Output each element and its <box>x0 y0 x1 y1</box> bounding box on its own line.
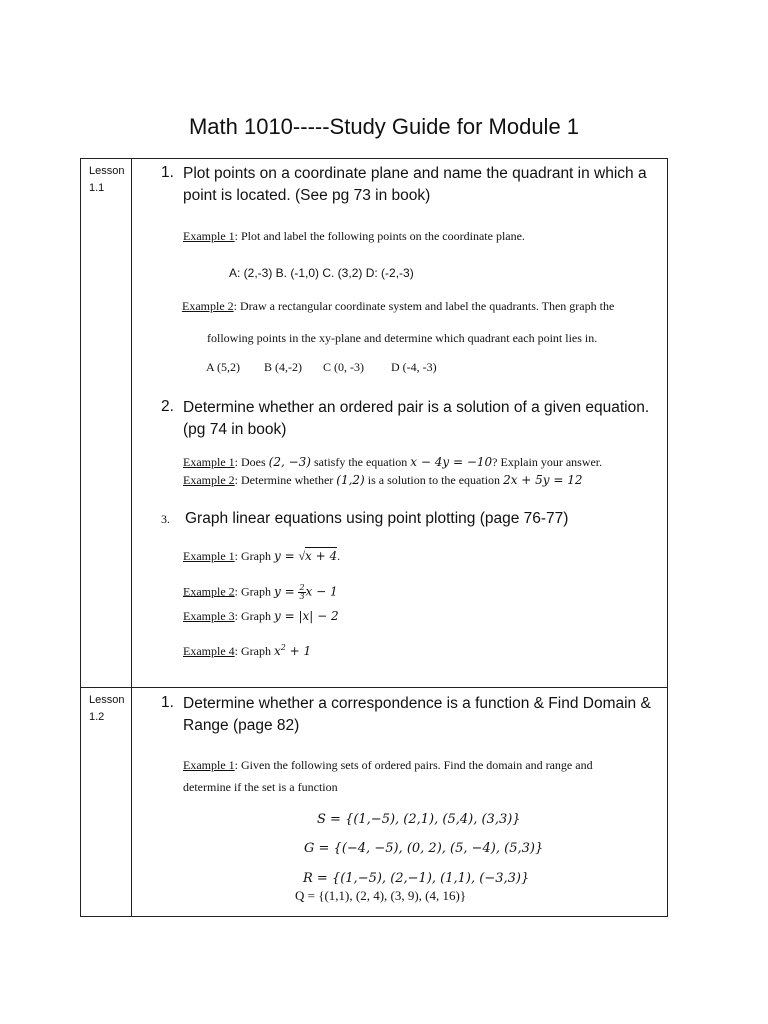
item-text: Graph linear equations using point plotting (page 76-77) <box>185 510 569 527</box>
lesson-label: Lesson 1.2 <box>89 694 125 723</box>
fraction: $\frac{2}{3}$ <box>299 583 305 601</box>
item-number: 1. <box>161 694 174 711</box>
points-list: A (5,2) <box>206 360 240 374</box>
item-number: 3. <box>161 512 170 526</box>
example-line: Example 3: Graph y = |x| − 2 <box>183 609 339 623</box>
lesson-label-cell <box>81 688 132 916</box>
page-title-text: Math 1010-----Study Guide for Module 1 <box>188 114 580 139</box>
example-line: determine if the set is a function <box>183 780 338 794</box>
example-line: Example 1: Plot and label the following points on the coordinate plane. <box>183 229 525 243</box>
set-definition: Q = {(1,1), (2, 4), (3, 9), (4, 16)} <box>295 888 467 903</box>
example-line: Example 1: Does (2, −3) satisfy the equation x − 4y = −10? Explain your answer. <box>183 455 603 469</box>
lesson-1-1-row: Lesson 1.1 1. Plot points on a coordinate plane and name the quadrant in which a point is located. (See pg 73 in book) Example 1: Plot and label the following points on the coordinate plane. A: (2,-3) B. (-1,0) C. (3,2) D: (-2,-3) Example 2: Draw a rectangular coordinate system and label the quadrants. Then graph the following points in the xy-plane and determine which quadrant each point lies in. A (5,2) B (4,-2) C (0, -3) D (-4, -3) 2. Determine whether an ordered pair is a solution of a given equation. (pg 74 in book) Example 1: Does (2, −3) satisfy the equation x − 4y = −10? Explain your answer. Example 2: Determine whether (1,2) is a solution to the equation 2x + 5y = 12 3. Graph linear equations using point plotting (page 76-77) Example 1: Graph y = √x + 4. Example 2: Graph y = $\frac{2}{3}$ x − 1 Example 3: Graph y = |x| − 2 Example 4: Graph $x^2 + 1$ <box>80 158 668 688</box>
set-definition: G = {(−4, −5), (0, 2), (5, −4), (5,3)} <box>304 841 544 856</box>
item-number: 2. <box>161 398 174 415</box>
example-line: Example 4: Graph $x^2 + 1$ <box>183 643 312 658</box>
points-list: A: (2,-3) B. (-1,0) C. (3,2) D: (-2,-3) <box>229 266 414 280</box>
page-title <box>0 114 768 140</box>
set-definition: S = {(1,−5), (2,1), (5,4), (3,3)} <box>317 812 521 827</box>
item-text: Determine whether an ordered pair is a solution of a given equation. (pg 74 in book) <box>183 399 650 438</box>
lesson-label: Lesson 1.1 <box>89 165 125 194</box>
lesson-1-2-row <box>80 687 668 917</box>
example-line: following points in the xy-plane and determine which quadrant each point lies in. <box>207 331 598 345</box>
lesson-label-cell <box>81 159 132 687</box>
example-line: Example 2: Determine whether (1,2) is a solution to the equation 2x + 5y = 12 <box>183 473 583 487</box>
set-definition: R = {(1,−5), (2,−1), (1,1), (−3,3)} <box>303 871 530 886</box>
item-number: 1. <box>161 164 174 181</box>
item-text: Plot points on a coordinate plane and name the quadrant in which a point is located. (See pg 73 in book) <box>183 165 647 204</box>
example-line: Example 2: Graph y = $\frac{2}{3}$ x − 1 <box>183 583 338 601</box>
sqrt-symbol: √ <box>298 549 306 563</box>
item-text: Determine whether a correspondence is a function & Find Domain & Range (page 82) <box>183 695 651 734</box>
example-line: Example 1: Graph y = √x + 4. <box>183 549 341 563</box>
example-line: Example 1: Given the following sets of ordered pairs. Find the domain and range and <box>183 758 593 772</box>
example-line: Example 2: Draw a rectangular coordinate system and label the quadrants. Then graph the <box>182 299 615 313</box>
